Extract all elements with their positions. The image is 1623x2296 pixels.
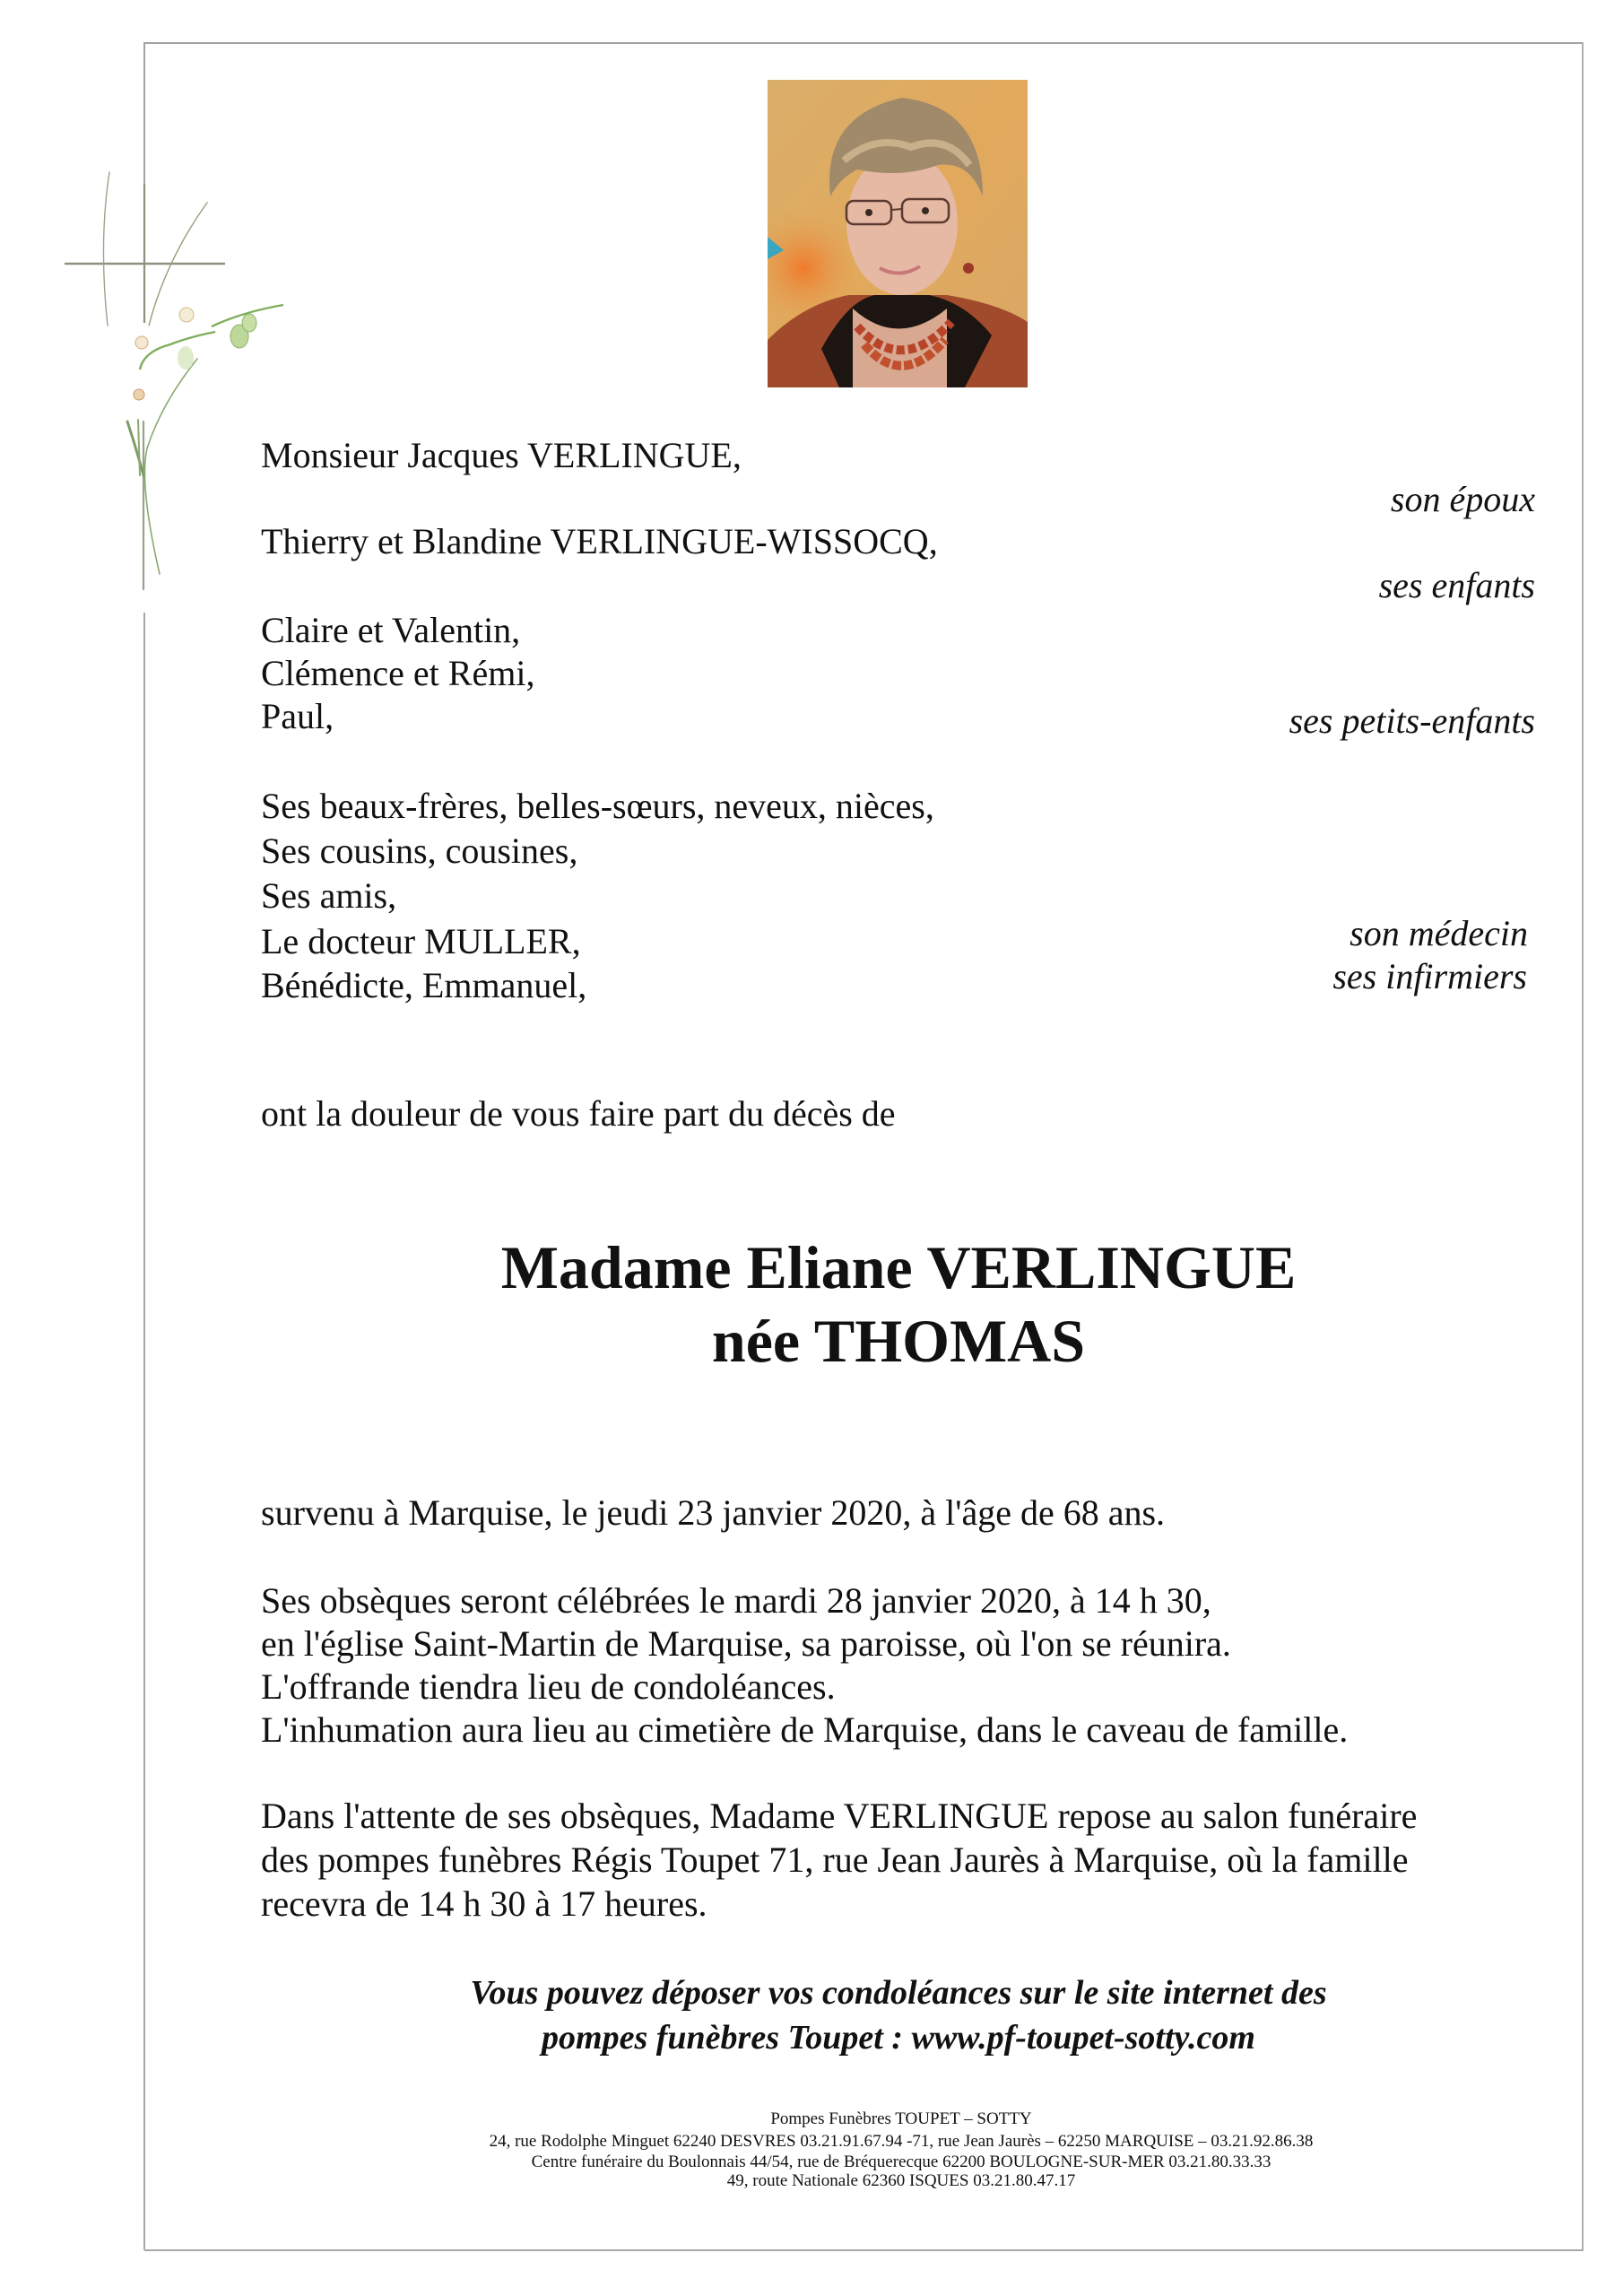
condolences-line: Vous pouvez déposer vos condoléances sur le site internet des <box>470 1974 1327 2012</box>
footer-address-line: 24, rue Rodolphe Minguet 62240 DESVRES 03.21.91.67.94 -71, rue Jean Jaurès – 62250 MARQUISE – 03.21.92.86.38 <box>489 2132 1314 2151</box>
death-details: survenu à Marquise, le jeudi 23 janvier 2020, à l'âge de 68 ans. <box>261 1492 1166 1533</box>
relation-label: ses infirmiers <box>1332 956 1527 996</box>
family-member-line: Ses amis, <box>261 875 397 916</box>
condolences-line <box>0 2021 1623 2055</box>
announcement-intro: ont la douleur de vous faire part du décès de <box>261 1093 896 1134</box>
footer-address-line: 49, route Nationale 62360 ISQUES 03.21.80.47.17 <box>726 2171 1076 2190</box>
family-member-line: Thierry et Blandine VERLINGUE-WISSOCQ, <box>261 521 938 561</box>
visitation-details-line: Dans l'attente de ses obsèques, Madame VERLINGUE repose au salon funéraire <box>261 1796 1418 1836</box>
deceased-name: Madame Eliane VERLINGUE <box>500 1233 1297 1301</box>
cross-icon <box>65 184 225 323</box>
visitation-details-line: des pompes funèbres Régis Toupet 71, rue Jean Jaurès à Marquise, où la famille <box>261 1839 1409 1880</box>
footer-address-line: Centre funéraire du Boulonnais 44/54, rue de Bréquerecque 62200 BOULOGNE-SUR-MER 03.21.80.33.33 <box>531 2152 1271 2171</box>
family-member-line: Clémence et Rémi, <box>261 653 535 693</box>
funeral-details-line: Ses obsèques seront célébrées le mardi 28 janvier 2020, à 14 h 30, <box>261 1580 1211 1621</box>
funeral-details-line: L'offrande tiendra lieu de condoléances. <box>261 1666 836 1707</box>
visitation-details-line: recevra de 14 h 30 à 17 heures. <box>261 1883 707 1924</box>
relation-label: ses enfants <box>1378 565 1535 605</box>
grass-stems-icon <box>103 172 207 589</box>
footer-company: Pompes Funèbres TOUPET – SOTTY <box>770 2109 1032 2128</box>
family-member-line: Ses cousins, cousines, <box>261 831 578 871</box>
relation-label: son médecin <box>1350 913 1528 953</box>
portrait-photo <box>768 80 1028 387</box>
family-member-line: Ses beaux-frères, belles-sœurs, neveux, nièces, <box>261 786 934 826</box>
funeral-details-line: L'inhumation aura lieu au cimetière de Marquise, dans le caveau de famille. <box>261 1709 1349 1750</box>
frame-border-top <box>144 42 1583 44</box>
website-link[interactable]: www.pf-toupet-sotty.com <box>911 2019 1255 2057</box>
flower-branch-icon <box>134 305 283 400</box>
family-member-line: Paul, <box>261 696 334 736</box>
family-member-line: Le docteur MULLER, <box>261 921 581 961</box>
family-member-line: Bénédicte, Emmanuel, <box>261 965 587 1005</box>
family-member-line: Monsieur Jacques VERLINGUE, <box>261 435 742 475</box>
condolences-prefix: pompes funèbres Toupet : <box>542 2019 912 2057</box>
relation-label: ses petits-enfants <box>1289 700 1535 741</box>
funeral-details-line: en l'église Saint-Martin de Marquise, sa paroisse, où l'on se réunira. <box>261 1623 1231 1664</box>
family-member-line: Claire et Valentin, <box>261 610 521 650</box>
frame-border-right <box>1582 42 1584 2250</box>
relation-label: son époux <box>1390 479 1535 519</box>
frame-border-bottom <box>144 2249 1584 2251</box>
deceased-maiden-name: née THOMAS <box>711 1307 1086 1375</box>
